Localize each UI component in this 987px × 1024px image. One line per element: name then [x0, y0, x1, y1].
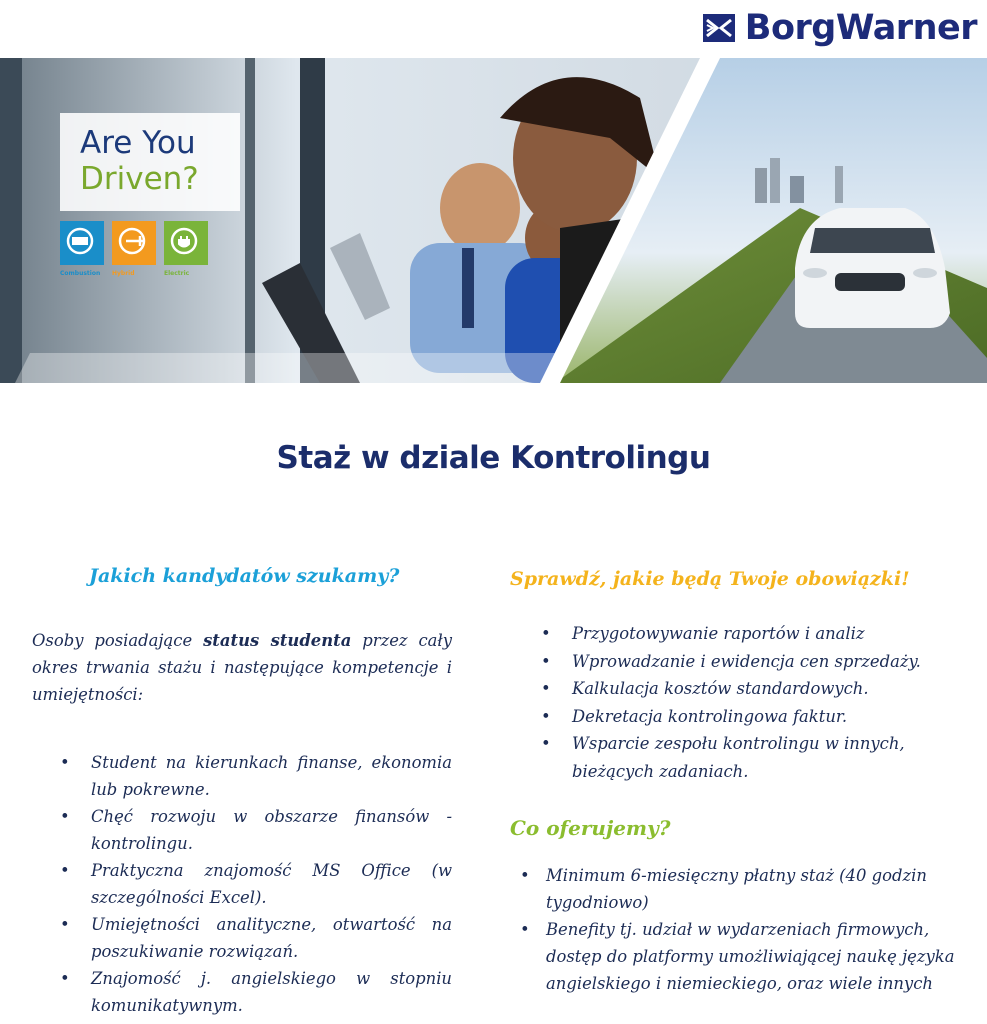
list-item: • Student na kierunkach finanse, ekonomia lub pokrewne. [32, 749, 452, 803]
list-item: • Minimum 6-miesięczny płatny staż (40 godzin tygodniowo) [510, 862, 960, 916]
candidates-heading: Jakich kandydatów szukamy? [89, 565, 400, 587]
combustion-icon: Combustion [60, 221, 104, 265]
candidates-list [32, 749, 452, 1019]
tagline-box [60, 113, 240, 211]
duties-heading: Sprawdź, jakie będą Twoje obowiązki! [510, 568, 910, 590]
drive-type-icons [60, 221, 208, 277]
candidates-section [32, 565, 452, 1019]
page-title: Staż w dziale Kontrolingu [276, 440, 711, 476]
offer-list [510, 862, 960, 997]
list-item: • Benefity tj. udział w wydarzeniach firmowych, dostęp do platformy umożliwiającej naukę języka angielskiego i niemieckiego, oraz wiele innych [510, 916, 960, 997]
tagline-line1: Are You [80, 125, 196, 161]
brand-name: BorgWarner [744, 8, 977, 48]
list-item: • Dekretacja kontrolingowa faktur. [510, 703, 960, 731]
list-item: • Przygotowywanie raportów i analiz [510, 620, 960, 648]
list-item: • Wsparcie zespołu kontrolingu w innych, bieżących zadaniach. [510, 730, 960, 785]
list-item: • Umiejętności analityczne, otwartość na poszukiwanie rozwiązań. [32, 911, 452, 965]
brand-logo [703, 8, 977, 48]
list-item: • Wprowadzanie i ewidencja cen sprzedaży. [510, 648, 960, 676]
student-status-emphasis: status studenta [203, 631, 352, 650]
list-item: • Kalkulacja kosztów standardowych. [510, 675, 960, 703]
tagline-line2: Driven? [80, 161, 199, 197]
list-item: • Znajomość j. angielskiego w stopniu komunikatywnym. [32, 965, 452, 1019]
candidates-intro: Osoby posiadające status studenta przez cały okres trwania stażu i następujące kompetencje i umiejętności: [32, 631, 452, 704]
borgwarner-logo-icon [703, 12, 735, 44]
hero-banner [0, 58, 987, 383]
list-item: • Praktyczna znajomość MS Office (w szczególności Excel). [32, 857, 452, 911]
electric-icon: Electric [164, 221, 208, 265]
duties-list [510, 620, 960, 785]
hybrid-icon: Hybrid [112, 221, 156, 265]
list-item: • Chęć rozwoju w obszarze finansów - kontrolingu. [32, 803, 452, 857]
duties-offer-section [510, 568, 960, 997]
offer-heading: Co oferujemy? [510, 816, 671, 840]
